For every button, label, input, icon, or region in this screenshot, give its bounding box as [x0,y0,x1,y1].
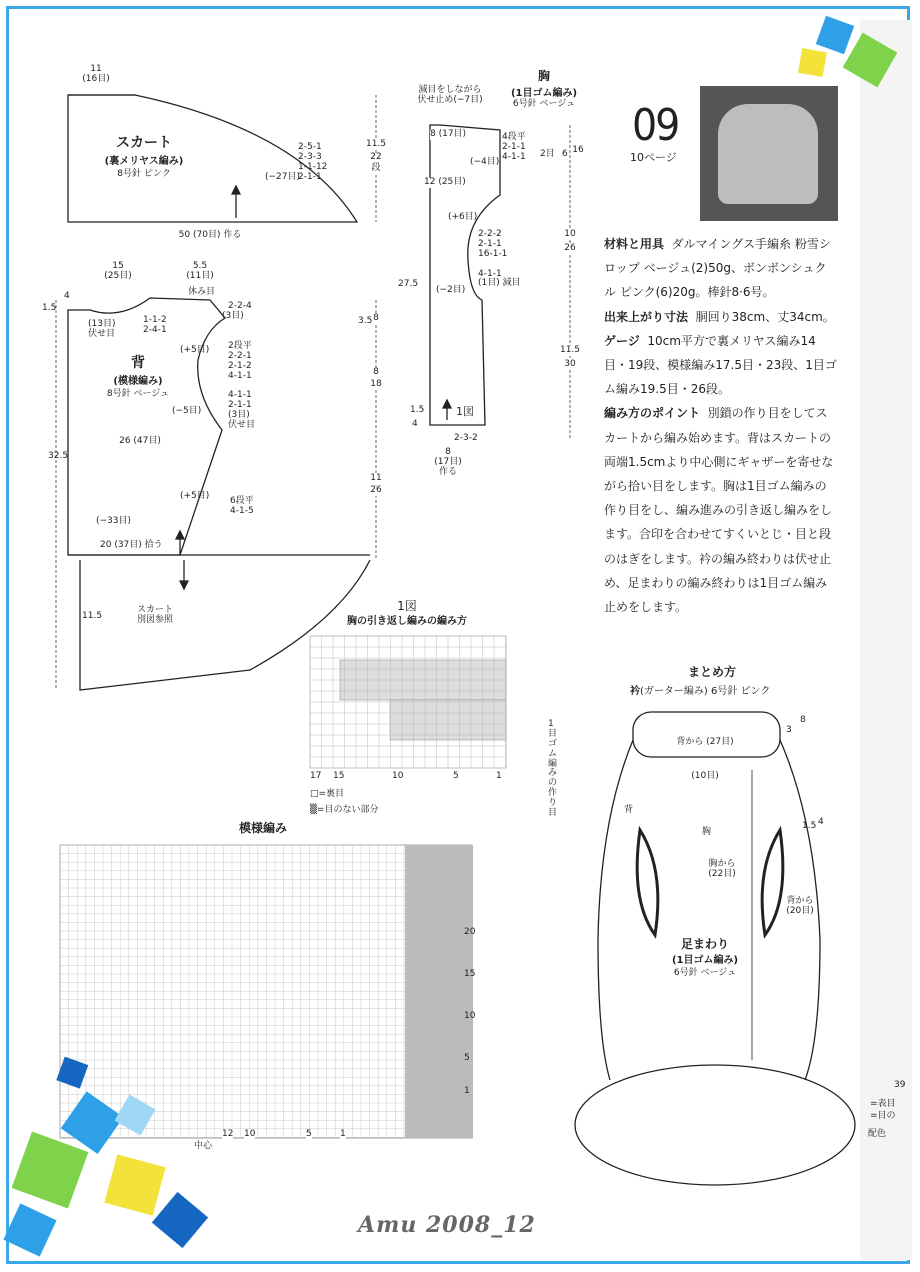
back-side-h: 1.5 [42,303,57,313]
chest-stitch: (1目ゴム編み) [510,88,578,99]
chest-rows3: 30 [564,359,576,369]
back-w1-sts: (25目) [104,271,132,281]
fig1-side-label: 1目ゴム編みの作り目 [548,719,558,819]
chest-fig-ref: 1図 [456,405,474,418]
leg-needle: 6号針 ベージュ [673,968,737,978]
back-w2: 5.5 [192,261,208,271]
chest-dec4: (−4目) [470,157,500,167]
skirt-shape [575,1065,855,1185]
strip-legend-a: =表目 [870,1099,896,1109]
strip-legend-b: =目の [870,1111,896,1121]
skirt-dec-rule: 2-5-1 2-3-3 1-1-12 2-1-1 [298,142,328,182]
chest-h2: 10 [564,229,576,239]
leg-title: 足まわり [680,937,730,951]
chest-h-total: 27.5 [398,279,419,289]
back-w1: 15 [112,261,124,271]
back-bind-off: (13目) 伏せ目 [88,319,116,339]
chest-top: 8 (17目) [430,129,467,139]
fig1-col-15: 15 [333,771,345,781]
pattern-row-20: 20 [464,927,476,937]
skirt-stitch: (裏メリヤス編み) [104,156,184,167]
chest-h1: 6 [562,149,568,159]
dog-photo [700,86,838,221]
arm-rows: 4 [818,817,824,827]
pattern-number: 09 [632,100,679,151]
back-rule-c: 6段平 4-1-5 [230,496,254,516]
skirt-title: スカート [116,135,172,151]
strip-color: 配色 [868,1129,887,1139]
strip-num: 39 [894,1080,906,1090]
fig1-col-5: 5 [453,771,459,781]
back-skirt-h: 11.5 [82,611,103,621]
skirt-needle: 8号針 ピンク [117,169,171,179]
page-ref: 10ページ [630,151,677,164]
fig1-legend-b: ▒=目のない部分 [310,805,379,815]
back-left-h2: 8 [373,367,379,377]
pattern-row-10: 10 [464,1011,476,1021]
materials-item: 材料と用具 ダルマイングス手編糸 粉雪シロップ ベージュ(2)50g、ボンボンシュクル ピンク(6)20g。棒針8·6号。 [604,237,831,300]
back-inc1: (+5目) [180,345,210,355]
pattern-row-1: 1 [464,1086,470,1096]
skirt-top-sts: (16目) [82,74,110,84]
fig1-title: 1図 [397,599,417,613]
chest-bottom-rows: 4 [412,419,418,429]
chest-rule-b: 2-2-2 2-1-1 16-1-1 4-1-1 (1目) 減目 [478,229,521,289]
back-side-rows: 4 [64,291,70,301]
footer-credit: Amu 2008_12 [358,1212,536,1238]
pattern-col-1: 1 [340,1129,346,1139]
collar-h: 3 [786,725,792,735]
materials-item: 編み方のポイント 別鎖の作り目をしてスカートから編み始めます。背はスカートの両端1.5cmより中心側にギャザーを寄せながら拾い目をします。胸は1目ゴム編みの作り目をし、編み進みの引き返し編みをします。合印を合わせてすくいとじ・目と段のはぎをします。衿の編み終わりは伏せ止め、足まわりの編み終わりは1目ゴム編み止めをします。 [604,406,834,615]
back-total-h: 32.5 [48,451,69,461]
pattern-col-10: 10 [244,1129,256,1139]
chest-bottom: 8 (17目) 作る [434,447,462,477]
chest-rows2: 26 [564,243,576,253]
materials-item: 出来上がり寸法 胴回り38cm、丈34cm。 [604,309,835,324]
skirt-dec: (−27目) [265,172,301,182]
collar-rows: 8 [800,715,806,725]
skirt-height-unit: 段 [371,163,381,173]
back-left-rows3: 26 [370,485,382,495]
materials-item: ゲージ 10cm平方で裏メリヤス編み14目・19段、模様編み17.5目・23段、1目ゴム編み19.5目・26段。 [604,333,837,397]
skirt-bottom: 50 (70目) 作る [178,230,242,240]
back-needle: 8号針 ベージュ [106,389,170,399]
back-rule-a: 2-2-4 [228,301,252,311]
back-w2-sts: (11目) [186,271,214,281]
back-rest: 休み目 [188,287,216,297]
back-left-h1: 3.5 [358,316,373,326]
pattern-col-12: 12 [222,1129,234,1139]
back-stitch: (模様編み) [113,376,163,387]
pattern-grid [60,845,472,1138]
back-inc2: (+5目) [180,491,210,501]
back-rule-a-sts: (3目) [222,311,244,321]
leg-stitch: (1目ゴム編み) [671,955,739,966]
back-width: 26 (47目) [119,436,161,446]
back-left-rows1: 8 [373,313,379,323]
chest-rule-c: 2-3-2 [454,433,478,443]
back-title: 背 [131,355,145,371]
skirt-height-rows: 22 [370,152,382,162]
chest-r2: 2目 [540,149,555,159]
chest-mid: 12 (25目) [424,177,466,187]
skirt-top-width: 11 [90,64,102,74]
chest-inc6: (+6目) [448,212,478,222]
pattern-row-15: 15 [464,969,476,979]
collar-from-back: 背から (27目) [676,737,734,747]
assembly-title: まとめ方 [687,665,737,679]
back-dec33: (−33目) [96,516,132,526]
back-left-h3: 11 [370,473,382,483]
assembly-c10: (10目) [691,771,719,781]
back-pickup: 20 (37目) 拾う [100,540,163,550]
chest-rows1: 16 [572,145,584,155]
chest-rule-a: 4段平 2-1-1 4-1-1 [502,132,526,162]
back-neck-rule: 1-1-2 2-4-1 [143,315,167,335]
chest-bottom-h: 1.5 [410,405,425,415]
assembly-back: 背 [624,805,634,815]
fig1-subtitle: 胸の引き返し編みの編み方 [347,616,467,627]
fig1-col-17: 17 [310,771,322,781]
skirt-height: 11.5 [365,139,387,149]
back-skirt-ref: スカート 別図参照 [136,605,174,625]
collar-shape [633,712,780,757]
chest-title: 胸 [537,69,551,83]
pattern-center: 中心 [194,1141,213,1151]
arm-from-back: 背から (20目) [786,896,814,916]
chest-bind-off: 減目をしながら 伏せ止め(−7目) [417,85,483,105]
assembly-chest: 胸 [702,827,712,837]
pattern-col-5: 5 [306,1129,312,1139]
pattern-title: 模様編み [238,821,288,835]
fig1-col-1: 1 [496,771,502,781]
fig1-col-10: 10 [392,771,404,781]
back-rule-b: 2段平 2-2-1 2-1-2 4-1-1 4-1-1 2-1-1 (3目) 伏せ目 [228,341,256,431]
collar-label: 衿(ガーター編み) 6号針 ピンク [630,686,771,697]
chest-needle: 6号針 ベージュ [512,99,576,109]
pattern-row-5: 5 [464,1053,470,1063]
chest-h3: 11.5 [559,345,581,355]
materials-text [604,232,838,619]
back-left-rows2: 18 [370,379,382,389]
fig1-legend-a: □=裏目 [310,789,345,799]
arm-h: 1.5 [802,821,817,831]
chest-dec2: (−2目) [436,285,466,295]
back-dec5: (−5目) [172,406,202,416]
arm-from-chest: 胸から (22目) [708,859,736,879]
